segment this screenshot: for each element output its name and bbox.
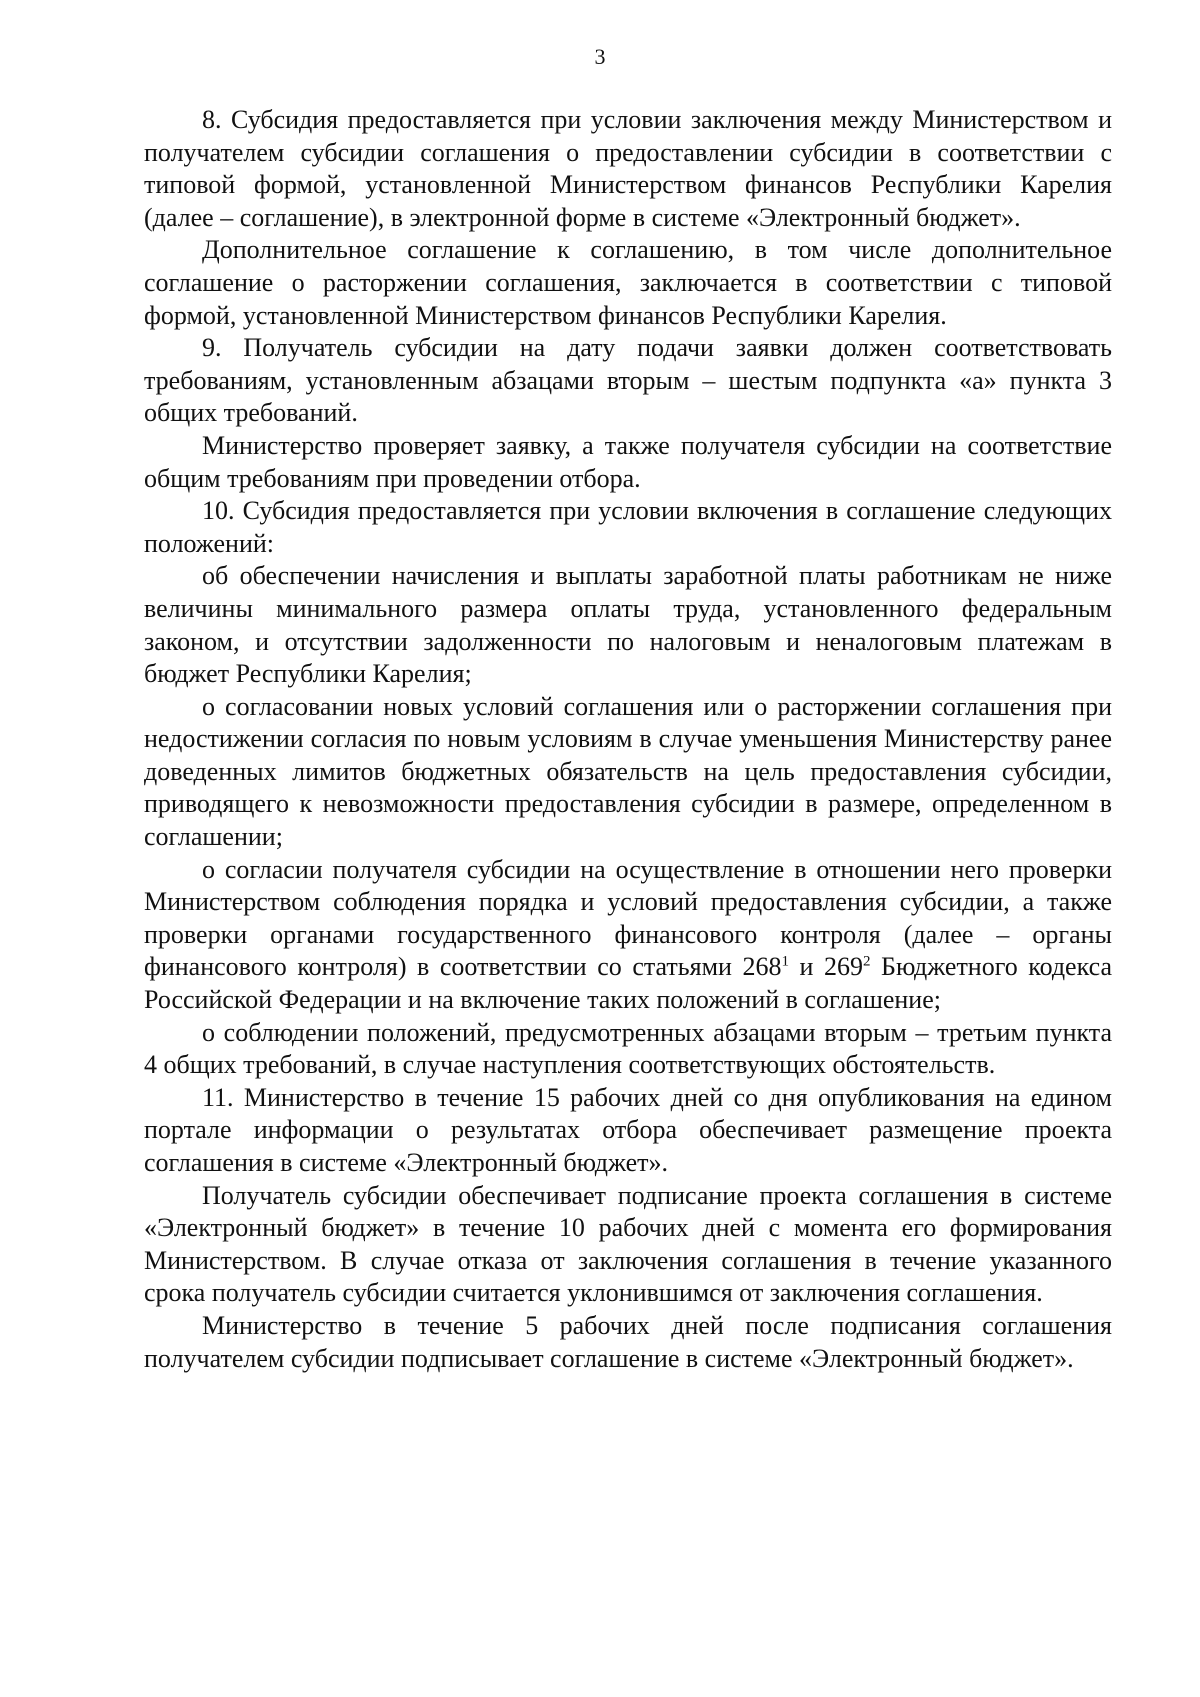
article-conjunction: и [789, 952, 824, 982]
article-269: 269 [823, 952, 863, 982]
article-268-superscript: 1 [781, 953, 789, 970]
article-269-superscript: 2 [862, 953, 871, 970]
paragraph-11-recipient-signing: Получатель субсидии обеспечивает подписание проекта соглашения в системе «Электронный бюджет» в течение 10 рабочих дней с момента его формирования Министерством. В случае отказа от заключения соглашения в течение указанного срока получатель субсидии считается уклонившимся от заключения соглашения. [144, 1180, 1112, 1308]
paragraph-10: 10. Субсидия предоставляется при условии включения в соглашение следующих положений: [144, 496, 1112, 558]
paragraph-11-ministry-signing: Министерство в течение 5 рабочих дней после подписания соглашения получателем субсидии подписывает соглашение в системе «Электронный бюджет». [144, 1310, 1112, 1373]
page-number: 3 [594, 44, 606, 69]
paragraph-10-compliance-clause: о соблюдении положений, предусмотренных абзацами вторым – третьим пункта 4 общих требований, в случае наступления соответствующих обстоятельств. [144, 1017, 1112, 1080]
paragraph-10-inspection-clause [144, 854, 1112, 1017]
paragraph-8: 8. Субсидия предоставляется при условии заключения между Министерством и получателем субсидии соглашения о предоставлении субсидии в соответствии с типовой формой, установленной Министерством финансов Республики Карелия (далее – соглашение), в электронной форме в системе «Электронный бюджет». [144, 105, 1112, 232]
paragraph-10-wages-clause: об обеспечении начисления и выплаты заработной платы работникам не ниже величины минимального размера оплаты труда, установленного федеральным законом, и отсутствии задолженности по налоговым и неналоговым платежам в бюджет Республики Карелия; [144, 561, 1112, 689]
inspection-text-before: о согласии получателя субсидии на осуществление в отношении него проверки Министерством соблюдения порядка и условий предоставления субсидии, а также проверки органами государственного финансового контроля (далее – органы финансового контроля) в соответствии со статьями [144, 854, 1112, 982]
paragraph-11: 11. Министерство в течение 15 рабочих дней со дня опубликования на едином портале информации о результатах отбора обеспечивает размещение проекта соглашения в системе «Электронный бюджет». [144, 1082, 1112, 1177]
paragraph-10-new-conditions-clause: о согласовании новых условий соглашения или о расторжении соглашения при недостижении согласия по новым условиям в случае уменьшения Министерству ранее доведенных лимитов бюджетных обязательств на цель предоставления субсидии, приводящего к невозможности предоставления субсидии в размере, определенном в соглашении; [144, 691, 1112, 852]
article-268: 268 [742, 952, 782, 982]
document-body [144, 104, 1112, 1375]
paragraph-9-ministry-check: Министерство проверяет заявку, а также получателя субсидии на соответствие общим требованиям при проведении отбора. [144, 430, 1112, 493]
inspection-text-after: Бюджетного кодекса Российской Федерации и на включение таких положений в соглашение; [144, 952, 1112, 1015]
paragraph-9: 9. Получатель субсидии на дату подачи заявки должен соответствовать требованиям, установленным абзацами вторым – шестым подпункта «а» пункта 3 общих требований. [144, 333, 1112, 428]
paragraph-8-additional-agreement: Дополнительное соглашение к соглашению, в том числе дополнительное соглашение о расторжении соглашения, заключается в соответствии с типовой формой, установленной Министерством финансов Республики Карелия. [144, 235, 1112, 330]
